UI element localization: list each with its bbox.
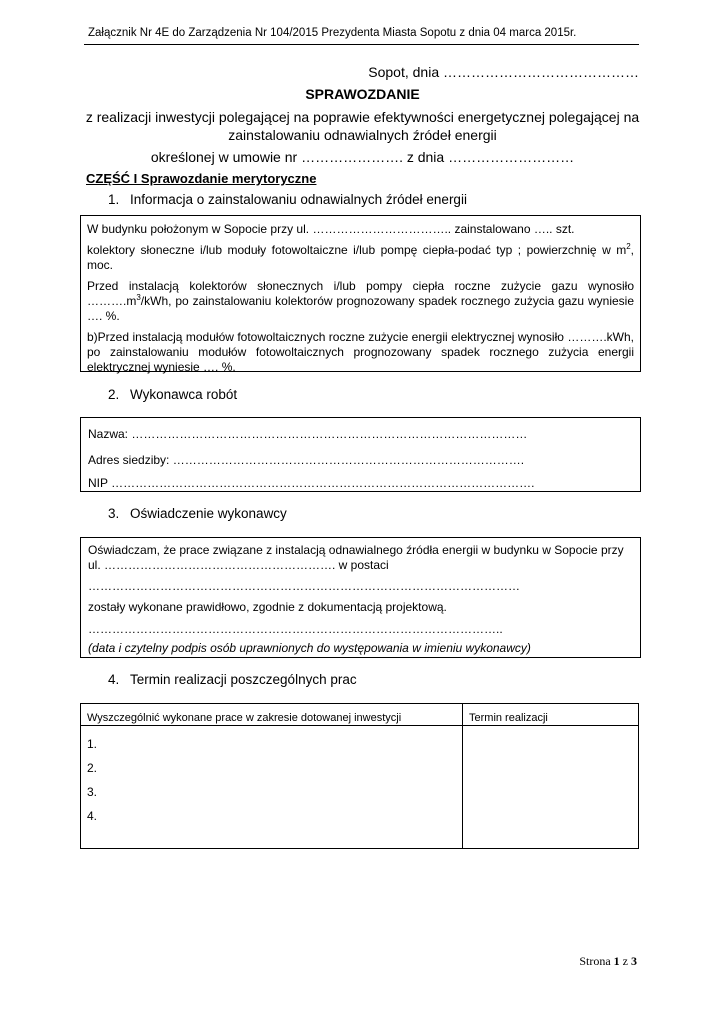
installation-info-box [80,215,641,372]
part-title: CZĘŚĆ I Sprawozdanie merytoryczne [86,171,317,186]
section-3-heading [108,506,287,521]
list-item: 4. [87,809,98,823]
section-number: 2. [108,387,120,402]
agreement-line: określonej w umowie nr …………………. z dnia ……………………… [150,149,575,165]
document-subtitle [0,108,725,144]
contractor-name-field: Nazwa: ……………………………………………………………………………………… [88,427,528,441]
section-number: 1. [108,192,120,207]
info-paragraph-2: kolektory słoneczne i/lub moduły fotowoltaiczne i/lub pompę ciepła-podać typ ; powierzchnię w $m^2$, moc. [87,242,634,272]
statement-line-4: ………………………………………………………………………………………….. [88,622,503,636]
deadline-column-header: Termin realizacji [463,704,639,726]
info-paragraph-3: Przed instalacją kolektorów słonecznych i/lub pompy ciepła roczne zużycie gazu wynosiło $\dots\dots\dots.m^3$/kWh, po zainstalowaniu kolektorów prognozowany spadek rocznego zużycia gazu wyniesie …. %. [87,279,634,323]
section-4-heading [108,672,357,687]
statement-line-3: zostały wykonane prawidłowo, zgodnie z dokumentacją projektową. [88,600,447,614]
contractor-address-field: Adres siedziby: ……………………………………………………………………………. [88,453,525,467]
statement-line-1: Oświadczam, że prace związane z instalacją odnawialnego źródła energii w budynku w Sopocie przy ul. …………………………………………………. w postaci [88,543,624,572]
place-date-line: Sopot, dnia …………………………………… [368,64,639,80]
total-pages: 3 [631,954,637,968]
list-item: 1. [87,737,98,751]
schedule-table [80,703,639,849]
section-title: Informacja o zainstalowaniu odnawialnych źródeł energii [130,192,467,207]
document-title: SPRAWOZDANIE [305,86,420,102]
table-row [81,726,639,849]
section-title: Oświadczenie wykonawcy [130,506,287,521]
current-page: 1 [613,954,620,968]
info-paragraph-1: W budynku położonym w Sopocie przy ul. …………………………….. zainstalowano ….. szt. [87,222,575,236]
contractor-statement-box [80,537,641,658]
section-title: Termin realizacji poszczególnych prac [130,672,357,687]
table-header-row [81,704,639,726]
section-title: Wykonawca robót [130,387,238,402]
subtitle-line-1: z realizacji inwestycji polegającej na poprawie efektywności energetycznej polegającej na [85,109,640,125]
statement-line-2: ……………………………………………………………………………………………… [88,579,520,593]
list-item: 3. [87,785,98,799]
section-1-heading [108,192,467,207]
contractor-box [80,417,641,492]
header-divider [84,44,639,45]
section-number: 4. [108,672,120,687]
info-paragraph-4: b)Przed instalacją modułów fotowoltaicznych roczne zużycie energii elektrycznej wynosiło ……….kWh, po zainstalowaniu modułów fotowoltaicznych prognozowany spadek rocznego zużycia energii elektrycznej wyniesie …. %. [87,330,634,374]
subtitle-line-2: zainstalowaniu odnawialnych źródeł energii [228,127,497,143]
section-number: 3. [108,506,120,521]
list-item: 2. [87,761,98,775]
deadline-cell [463,726,639,849]
works-column-header: Wyszczególnić wykonane prace w zakresie dotowanej inwestycji [81,704,463,726]
contractor-nip-field: NIP ……………………………………………………………………………………………. [88,476,535,490]
document-header: Załącznik Nr 4E do Zarządzenia Nr 104/2015 Prezydenta Miasta Sopotu z dnia 04 marca 2015r. [88,27,577,39]
page-number-footer: Strona 1 z 3 [579,954,637,968]
section-2-heading [108,387,237,402]
works-cell [81,726,463,849]
signature-note: (data i czytelny podpis osób uprawnionych do występowania w imieniu wykonawcy) [88,641,531,655]
